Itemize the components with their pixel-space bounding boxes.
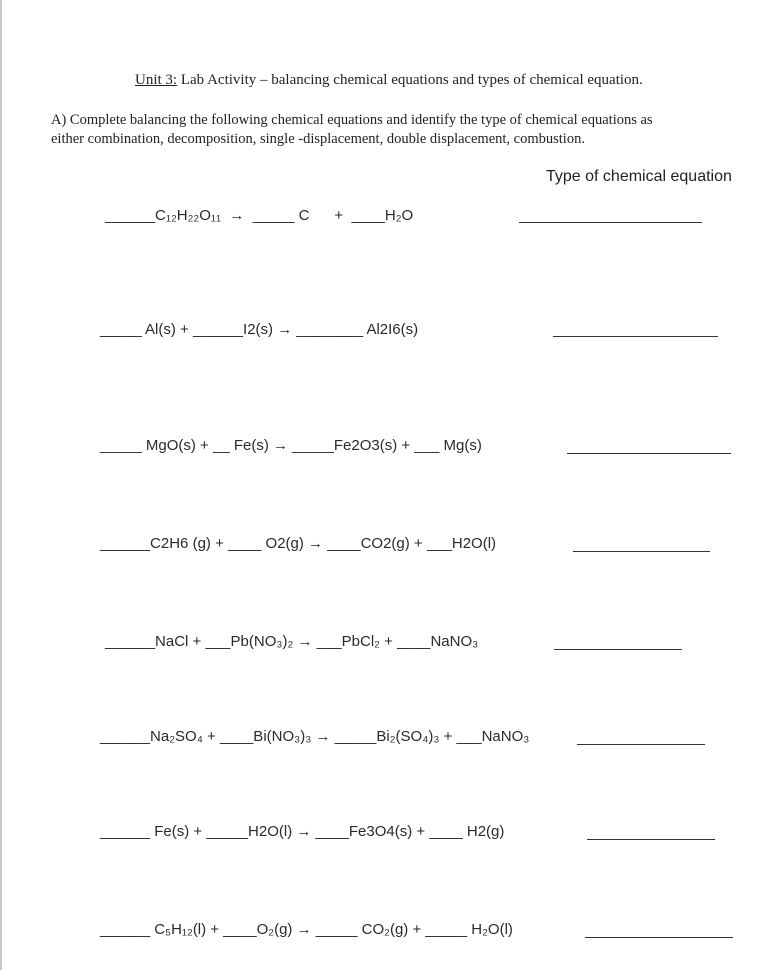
answer-blank-1[interactable] xyxy=(519,222,702,223)
title-unit-label: Unit 3: xyxy=(135,72,178,88)
answer-blank-6[interactable] xyxy=(577,744,705,745)
answer-blank-8[interactable] xyxy=(585,937,733,938)
equation-row-1 xyxy=(105,207,413,224)
equation-row-3 xyxy=(100,437,482,454)
instructions-line-1: A) Complete balancing the following chemical equations and identify the type of chemical equations as xyxy=(51,112,653,128)
instructions xyxy=(51,111,751,149)
equation-text: ______NaCl + ___Pb(NO₃)₂ → ___PbCl₂ + ____NaNO₃ xyxy=(105,633,479,650)
equation-row-4 xyxy=(100,535,496,552)
page-left-border xyxy=(0,0,2,970)
equation-text: ______Na₂SO₄ + ____Bi(NO₃)₃ → _____Bi₂(SO₄)₃ + ___NaNO₃ xyxy=(100,728,530,745)
equation-text: ______ Fe(s) + _____H2O(l) → ____Fe3O4(s) + ____ H2(g) xyxy=(100,823,505,840)
equation-row-2 xyxy=(100,321,418,338)
equation-row-5 xyxy=(105,633,478,650)
answer-blank-5[interactable] xyxy=(554,649,682,650)
answer-blank-7[interactable] xyxy=(587,839,715,840)
equation-row-6 xyxy=(100,728,529,745)
equation-row-7 xyxy=(100,823,504,840)
equation-text: _____ Al(s) + ______I2(s) → ________ Al2I6(s) xyxy=(100,321,419,338)
title-text: Lab Activity – balancing chemical equations and types of chemical equation. xyxy=(177,72,643,88)
equation-text: ______C2H6 (g) + ____ O2(g) → ____CO2(g) + ___H2O(l) xyxy=(100,535,497,552)
equation-text: ______ C₅H₁₂(l) + ____O₂(g) → _____ CO₂(g) + _____ H₂O(l) xyxy=(100,921,513,938)
equation-row-8 xyxy=(100,921,513,938)
answer-blank-2[interactable] xyxy=(553,336,718,337)
instructions-line-2: either combination, decomposition, single -displacement, double displacement, combustion. xyxy=(51,131,585,147)
answer-blank-4[interactable] xyxy=(573,551,710,552)
equation-text: ______C₁₂H₂₂O₁₁ → _____ C + ____H₂O xyxy=(105,207,414,224)
column-header-type: Type of chemical equation xyxy=(546,168,732,185)
page-title xyxy=(135,72,643,89)
equation-text: _____ MgO(s) + __ Fe(s) → _____Fe2O3(s) + ___ Mg(s) xyxy=(100,437,482,454)
answer-blank-3[interactable] xyxy=(567,453,731,454)
